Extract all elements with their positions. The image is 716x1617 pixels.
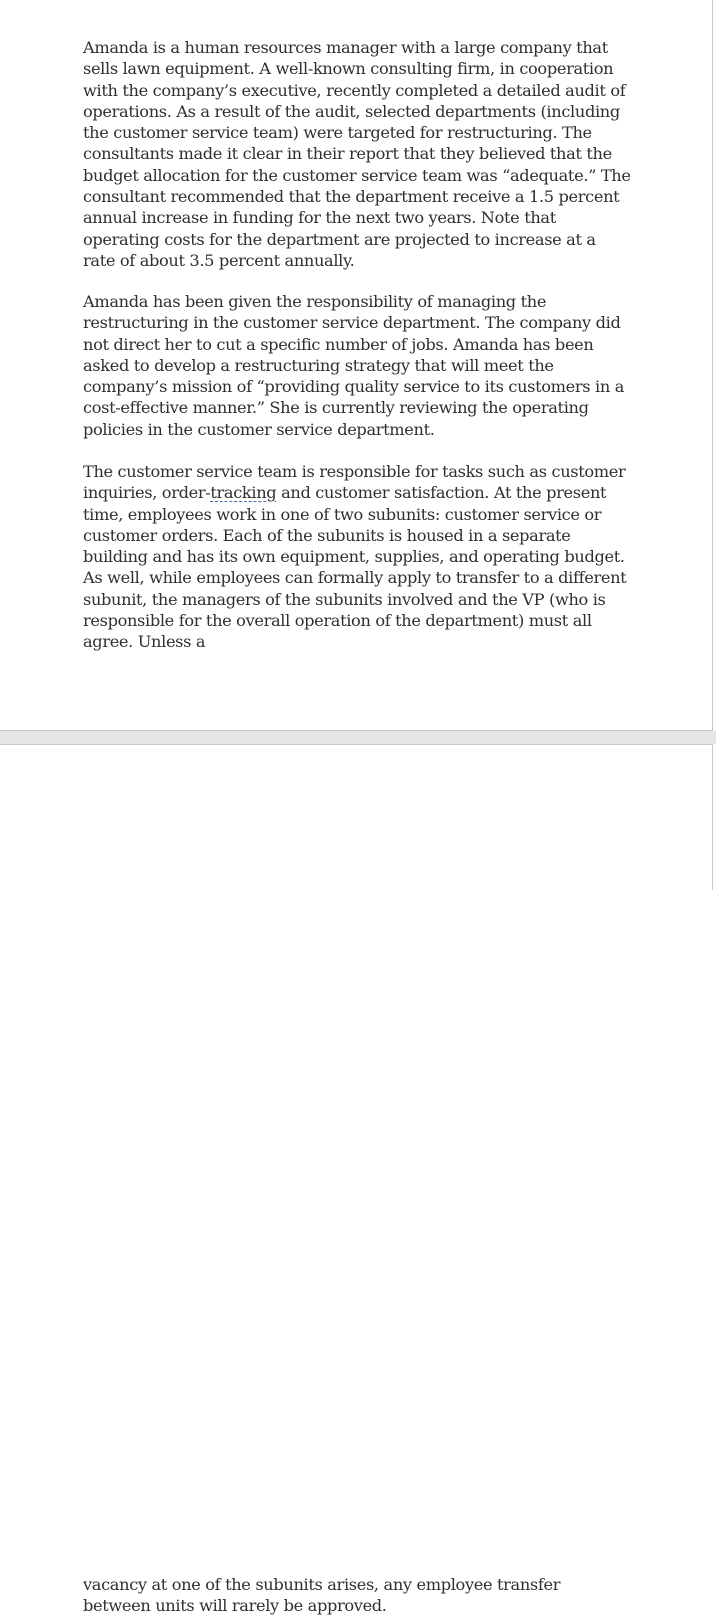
paragraph-3-continued[interactable]: vacancy at one of the subunits arises, any employee transfer between units will rarely be approved. — [83, 1575, 561, 1616]
paragraph-3-text-start: The customer service team is responsible for tasks such as customer inquiries, order- — [83, 462, 626, 503]
page-break-gap — [0, 731, 716, 744]
paragraph-1[interactable]: Amanda is a human resources manager with a large company that sells lawn equipment. A well-known consulting firm, in cooperation with the company’s executive, recently completed a detailed audit of operations. As a result of the audit, selected departments (including the customer service team) were targeted for restructuring. The consultants made it clear in their report that they believed that the budget allocation for the customer service team was “adequate.” The consultant recommended that the department receive a 1.5 percent annual increase in funding for the next two years. Note that operating costs for the department are projected to increase at a rate of about 3.5 percent annually. — [83, 38, 631, 270]
document-page-2 — [0, 744, 713, 1616]
document-page-1 — [0, 0, 713, 731]
spellcheck-flagged-word[interactable]: tracking — [210, 483, 277, 503]
paragraph-2[interactable]: Amanda has been given the responsibility of managing the restructuring in the customer service department. The company did not direct her to cut a specific number of jobs. Amanda has been asked to develop a restructuring strategy that will meet the company’s mission of “providing quality service to its customers in a cost-effective manner.” She is currently reviewing the operating policies in the customer service department. — [83, 292, 625, 439]
paragraph-3[interactable] — [83, 461, 631, 653]
paragraph-3-text-end: and customer satisfaction. At the present time, employees work in one of two subunits: customer service or customer orders. Each of the subunits is housed in a separate building and has its own equipment, supplies, and operating budget. As well, while employees can formally apply to transfer to a different subunit, the managers of the subunits involved and the VP (who is responsible for the overall operation of the department) must all agree. Unless a — [83, 483, 627, 652]
